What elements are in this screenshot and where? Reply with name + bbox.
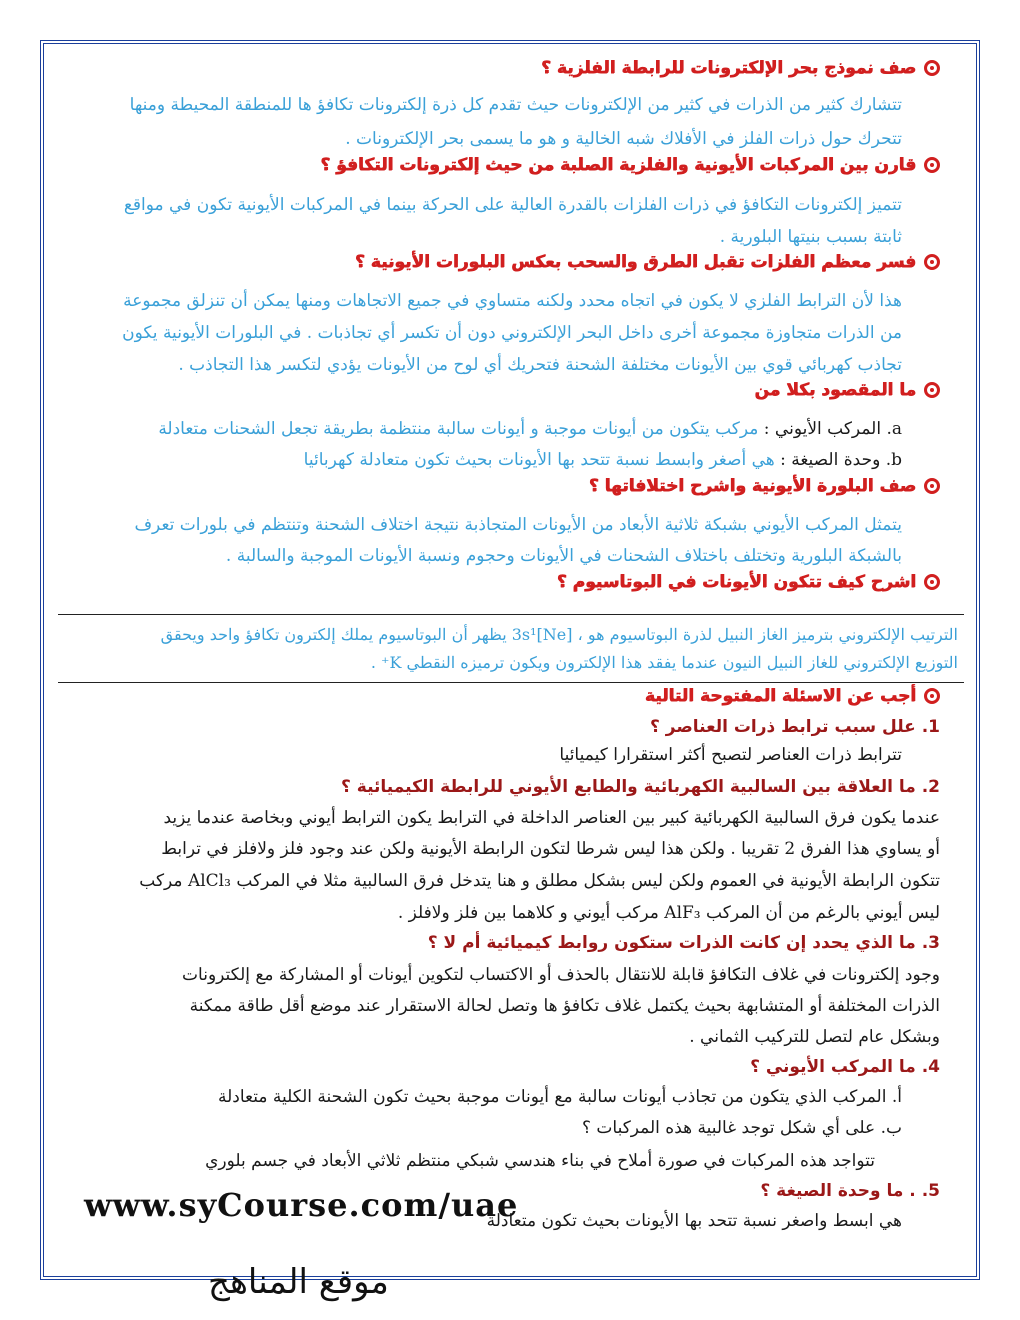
question-number: 1. <box>921 717 940 737</box>
definition-term: المركب الأيوني : <box>763 419 882 439</box>
answer-line: تتواجد هذه المركبات في صورة أملاح في بناء هندسي شبكي منتظم ثلاثي الأبعاد في جسم بلوري <box>205 1151 875 1171</box>
answer-line: عندما يكون فرق السالبية الكهربائية كبير بين العناصر الداخلة في الترابط يكون الترابط أيوني وبخاصة عندما يزيد <box>163 808 940 828</box>
bullet-gear-icon <box>924 478 940 494</box>
answer-line: وبشكل عام لتصل للتركيب الثماني . <box>689 1027 940 1047</box>
question-heading: اشرح كيف تتكون الأيونات في البوتاسيوم ؟ <box>557 572 940 592</box>
question-heading: ما المقصود بكلا من <box>754 380 940 400</box>
definition-text: هي أصغر وابسط نسبة تتحد بها الأيونات بحيث تكون متعادلة كهربائيا <box>303 450 775 470</box>
question-number: 2. <box>921 777 940 797</box>
question-number: 4. <box>921 1057 940 1077</box>
question-heading: صف نموذج بحر الإلكترونات للرابطة الفلزية ؟ <box>541 58 940 78</box>
watermark-url: www.syCourse.com/uae <box>84 1186 519 1224</box>
answer-line: أو يساوي هذا الفرق 2 تقريبا . ولكن هذا ليس شرطا لتكون الرابطة الأيونية ولكن عند وجود فلز ولافلز في ترابط <box>161 839 940 859</box>
answer-line: هذا لأن الترابط الفلزي لا يكون في اتجاه محدد ولكنه متساوي في جميع الاتجاهات ومنها يمكن أن تنزلق مجموعة <box>123 291 902 311</box>
bullet-gear-icon <box>924 60 940 76</box>
question-text: ما العلاقة بين السالبية الكهربائية والطابع الأيوني للرابطة الكيميائية ؟ <box>341 777 916 797</box>
sub-text: المركب الذي يتكون من تجاذب أيونات سالبة مع أيونات موجبة بحيث تكون الشحنة الكلية متعادلة <box>217 1087 887 1107</box>
definition-term: وحدة الصيغة : <box>780 450 881 470</box>
answer-line: تتميز إلكترونات التكافؤ في ذرات الفلزات بالقدرة العالية على الحركة بينما في المركبات الأيونية تكون في مواقع <box>123 195 902 215</box>
question-heading: صف البلورة الأيونية واشرح اختلافاتها ؟ <box>589 476 940 496</box>
divider <box>58 682 964 683</box>
question-number: 5. <box>921 1181 940 1201</box>
answer-line: ثابتة بسبب بنيتها البلورية . <box>719 227 902 247</box>
definition-b <box>304 445 902 475</box>
answer-line: وجود إلكترونات في غلاف التكافؤ قابلة للانتقال بالحذف أو الاكتساب لتكوين أيونات أو المشاركة مع إلكترونات <box>182 965 940 985</box>
question-text: ما المركب الأيوني ؟ <box>750 1057 916 1077</box>
answer-line: ليس أيوني بالرغم من أن المركب AlF₃ مركب أيوني و كلاهما بين فلز ولافلز . <box>397 903 940 923</box>
bullet-gear-icon <box>924 157 940 173</box>
question-text: . ما وحدة الصيغة ؟ <box>760 1181 916 1201</box>
answer-line: تتكون الرابطة الأيونية في العموم ولكن ليس بشكل مطلق و هنا يتدخل فرق السالبية مثلا في المركب AlCl₃ مركب <box>139 871 940 891</box>
answer-line: تترابط ذرات العناصر لتصبح أكثر استقرارا كيميائيا <box>559 745 902 765</box>
bullet-gear-icon <box>924 688 940 704</box>
open-question-2 <box>341 772 940 802</box>
bullet-gear-icon <box>924 574 940 590</box>
question-text: ما الذي يحدد إن كانت الذرات ستكون روابط كيميائية أم لا ؟ <box>427 933 916 953</box>
divider <box>58 614 964 615</box>
open-question-4 <box>750 1052 940 1082</box>
bullet-gear-icon <box>924 254 940 270</box>
open-question-3 <box>428 928 940 958</box>
open-question-5 <box>760 1176 940 1206</box>
answer-line: تجاذب كهربائي قوي بين الأيونات مختلفة الشحنة فتحريك أي لوح من الأيونات يؤدي لتكسر هذا التجاذب . <box>178 355 902 375</box>
sub-answer-b <box>582 1113 902 1143</box>
definition-text: مركب يتكون من أيونات موجبة و أيونات سالبة منتظمة بطريقة تجعل الشحنات متعادلة <box>158 419 759 439</box>
answer-line: تتشارك كثير من الذرات في كثير من الإلكترونات حيث تقدم كل ذرة إلكترونات تكافؤ ها للمنطقة المحيطة ومنها <box>129 95 902 115</box>
sub-label: ب. <box>880 1118 902 1138</box>
definition-label: a. <box>886 419 902 439</box>
answer-line: تتحرك حول ذرات الفلز في الأفلاك شبه الخالية و هو ما يسمى بحر الإلكترونات . <box>345 129 902 149</box>
answer-line: من الذرات متجاوزة مجموعة أخرى داخل البحر الإلكتروني دون أن تكسر أي تجاذبات . في البلورات الأيونية يكون <box>122 323 902 343</box>
answer-line: يتمثل المركب الأيوني بشبكة ثلاثية الأبعاد من الأيونات المتجاذبة نتيجة اختلاف الشحنة وتنتظم في بلورات تعرف <box>134 515 902 535</box>
answer-line: بالشبكة البلورية وتختلف باختلاف الشحنات في الأيونات وحجوم ونسبة الأيونات الموجبة والسالبة . <box>225 546 902 566</box>
question-heading: قارن بين المركبات الأيونية والفلزية الصلبة من حيث إلكترونات التكافؤ ؟ <box>320 155 940 175</box>
sub-answer-a <box>218 1082 902 1112</box>
open-question-1 <box>650 712 940 742</box>
answer-line: الذرات المختلفة أو المتشابهة بحيث يكتمل غلاف تكافؤ ها وتصل لحالة الاستقرار عند موضع أقل طاقة ممكنة <box>189 996 940 1016</box>
sub-label: أ. <box>891 1087 902 1107</box>
question-text: علل سبب ترابط ذرات العناصر ؟ <box>650 717 916 737</box>
bullet-gear-icon <box>924 382 940 398</box>
question-number: 3. <box>921 933 940 953</box>
watermark-site-name: موقع المناهج <box>208 1262 389 1302</box>
question-heading: أجب عن الاسئلة المفتوحة التالية <box>645 686 940 706</box>
definition-label: b. <box>885 450 902 470</box>
sub-text: على أي شكل توجد غالبية هذه المركبات ؟ <box>581 1118 876 1138</box>
question-heading: فسر معظم الفلزات تقبل الطرق والسحب بعكس البلورات الأيونية ؟ <box>355 252 940 272</box>
answer-line: التوزيع الإلكتروني للغاز النبيل النيون عندما يفقد هذا الإلكترون ويكون ترميزه النقطي K⁺ . <box>370 653 958 672</box>
definition-a <box>158 414 902 444</box>
answer-line: الترتيب الإلكتروني بترميز الغاز النبيل لذرة البوتاسيوم هو ، [Ne]3s¹ يظهر أن البوتاسيوم يملك إلكترون تكافؤ واحد ويحقق <box>160 625 958 644</box>
answer-line: هي ابسط واصغر نسبة تتحد بها الأيونات بحيث تكون متعادلة <box>486 1211 902 1231</box>
